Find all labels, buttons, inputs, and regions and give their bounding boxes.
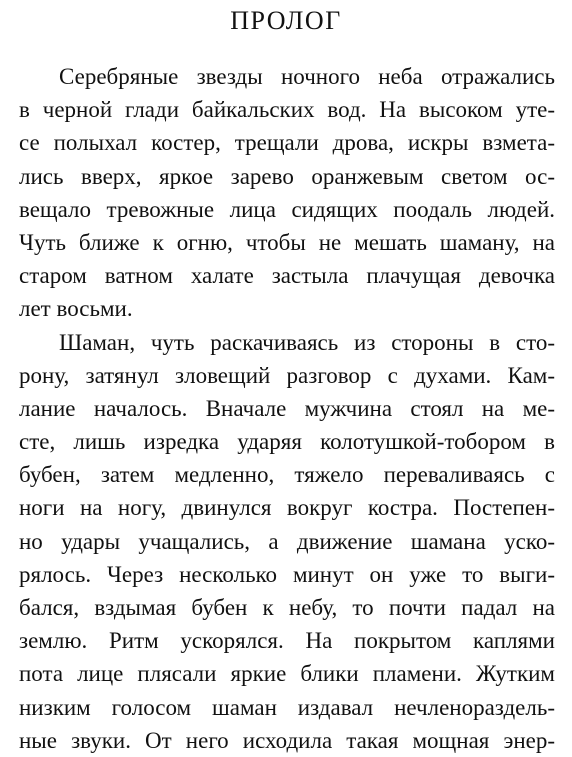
text-line: лись вверх, яркое зарево оранжевым светом ос- <box>19 163 555 189</box>
text-line: Шаман, чуть раскачиваясь из стороны в сто- <box>59 329 555 355</box>
text-line: низким голосом шаман издавал нечленораздель- <box>19 694 555 720</box>
text-line: землю. Ритм ускорялся. На покрытом каплями <box>19 628 555 654</box>
text-line: бубен, затем медленно, тяжело переваливаясь с <box>19 462 555 488</box>
text-line: старом ватном халате застыла плачущая девочка <box>19 263 555 289</box>
text-line: лет восьми. <box>19 296 133 322</box>
text-line: Серебряные звезды ночного неба отражались <box>59 64 555 89</box>
text-line: рялось. Через несколько минут он уже то выги- <box>19 561 555 587</box>
text-line: ноги на ногу, двинулся вокруг костра. Постепен- <box>19 495 555 521</box>
body-text <box>19 60 555 757</box>
text-line: ные звуки. От него исходила такая мощная энер- <box>19 727 555 753</box>
text-line: бался, вздымая бубен к небу, то почти падал на <box>19 595 555 620</box>
text-line: лание началось. Вначале мужчина стоял на ме- <box>19 395 555 421</box>
text-line: се полыхал костер, трещали дрова, искры взмета- <box>19 130 555 156</box>
text-line: но удары учащались, а движение шамана уско- <box>19 528 555 554</box>
text-line: рону, затянул зловещий разговор с духами. Кам- <box>19 362 555 388</box>
text-line: Чуть ближе к огню, чтобы не мешать шаману, на <box>19 229 555 255</box>
text-line: пота лице плясали яркие блики пламени. Жутким <box>19 661 555 687</box>
text-line: вещало тревожные лица сидящих поодаль людей. <box>19 196 555 222</box>
text-line: сте, лишь изредка ударяя колотушкой-тобором в <box>19 429 555 455</box>
chapter-title: ПРОЛОГ <box>230 6 342 35</box>
text-line: в черной глади байкальских вод. На высоком уте- <box>19 97 555 123</box>
